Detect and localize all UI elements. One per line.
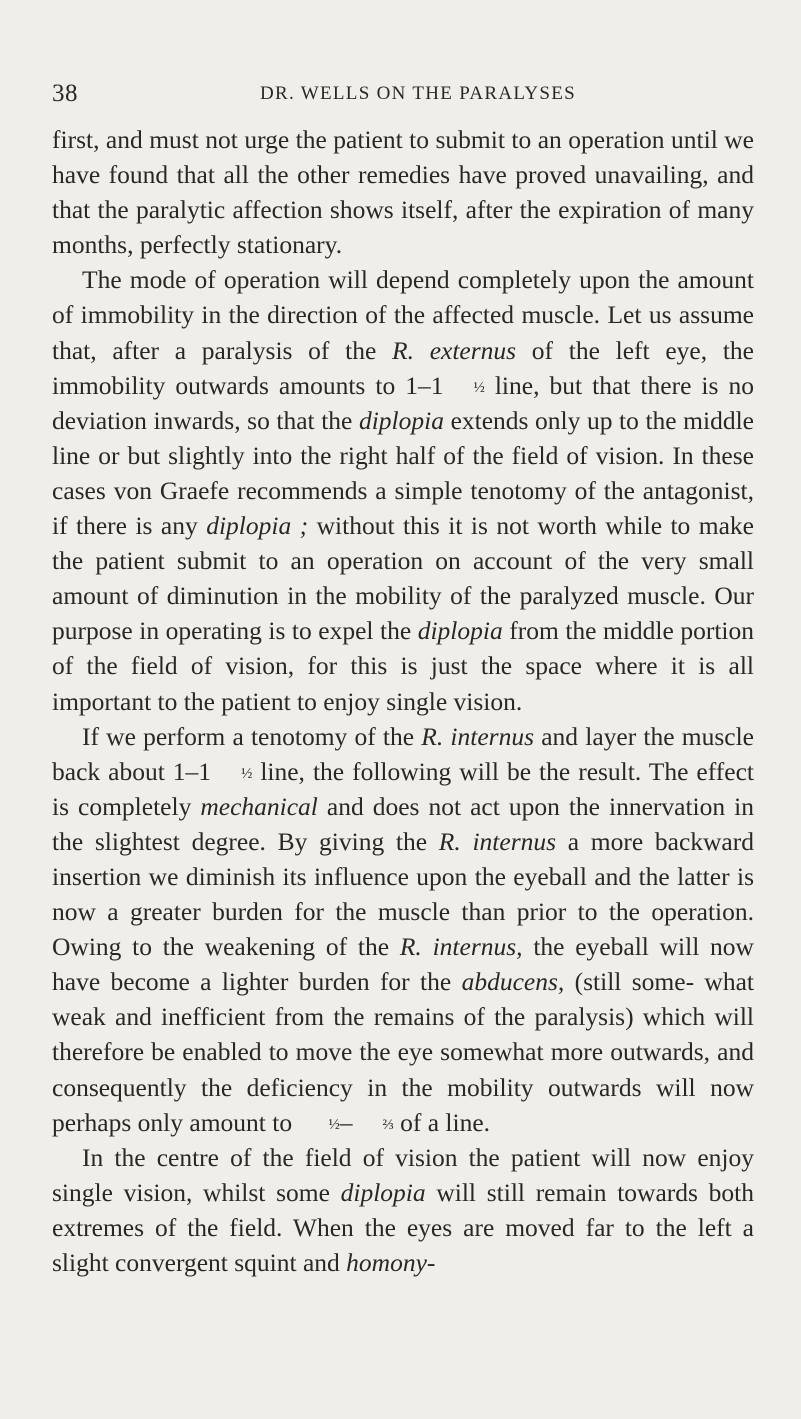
- italic-term: R. externus: [392, 335, 517, 365]
- fraction: ½: [473, 379, 485, 396]
- paragraph-2: [52, 262, 754, 718]
- paragraph-4: [52, 1140, 754, 1280]
- paragraph-1: [52, 122, 754, 262]
- fraction: ⅔: [382, 1116, 394, 1133]
- italic-term: abducens,: [461, 967, 565, 997]
- page-header: [0, 80, 801, 110]
- text-run: and layer the muscle back about 1–1: [52, 721, 754, 786]
- italic-term: diplopia: [340, 1177, 426, 1207]
- text-run: without this it is not worth while to make the patient submit to an operation on account of the very small amount of diminution in the mobility of the paralyzed muscle. Our purpose in operating is to expel the: [52, 511, 754, 646]
- text-run: line, the following will be the result. The effect is completely: [52, 756, 754, 821]
- text-run: the eyeball will now have become a lighter burden for the: [52, 932, 754, 997]
- text-run: first, and must not urge the patient to submit to an operation until we have found that all the other remedies have proved unavailing, and that the paralytic affection shows itself, after the expiration of many months, perfectly stationary.: [52, 125, 754, 260]
- italic-term: R. internus: [421, 721, 535, 751]
- text-run: line, but that there is no deviation inwards, so that the: [52, 370, 754, 435]
- text-run: from the middle portion of the field of vision, for this is just the space where it is all important to the patient to enjoy single vision.: [52, 616, 754, 716]
- text-run: a more backward insertion we diminish its influence upon the eyeball and the latter is now a greater burden for the muscle than prior to the operation. Owing to the weakening of the: [52, 826, 754, 962]
- fraction: ½: [328, 1116, 340, 1133]
- text-run: will still remain towards both extremes of the field. When the eyes are moved far to the left a slight convergent squint and: [52, 1177, 754, 1277]
- italic-term: diplopia: [417, 616, 503, 646]
- text-run: (still some- what weak and inefficient from the remains of the paralysis) which will therefore be enabled to move the eye somewhat more outwards, and consequently the deficiency in the mobility outwards will now perhaps only amount to: [52, 967, 755, 1137]
- italic-term: diplopia ;: [206, 511, 309, 541]
- italic-term: R. internus: [438, 826, 557, 856]
- page-number: 38: [52, 80, 78, 107]
- fraction: ½: [241, 765, 253, 782]
- text-run: of the left eye, the immobility outwards amounts to 1–1: [52, 335, 754, 400]
- body-text: [52, 122, 754, 1280]
- italic-term: homony-: [346, 1248, 436, 1277]
- text-run: extends only up to the middle line or but slightly into the right half of the field of vision. In these cases von Graefe recommends a simple tenotomy of the antagonist, if there is any: [52, 405, 754, 541]
- italic-term: R. internus,: [399, 932, 523, 962]
- text-run: and does not act upon the innervation in the slightest degree. By giving the: [52, 791, 754, 856]
- text-run: –: [339, 1107, 353, 1137]
- text-run: of a line.: [393, 1107, 491, 1137]
- paragraph-3: [52, 719, 754, 1140]
- text-run: If we perform a tenotomy of the: [82, 721, 422, 751]
- running-head: DR. WELLS ON THE PARALYSES: [260, 83, 577, 104]
- italic-term: mechanical: [200, 791, 318, 821]
- italic-term: diplopia: [358, 405, 444, 435]
- text-run: In the centre of the field of vision the patient will now enjoy single vision, whilst some: [52, 1142, 754, 1207]
- text-run: The mode of operation will depend completely upon the amount of immobility in the direction of the affected muscle. Let us assume that, after a paralysis of the: [52, 265, 754, 365]
